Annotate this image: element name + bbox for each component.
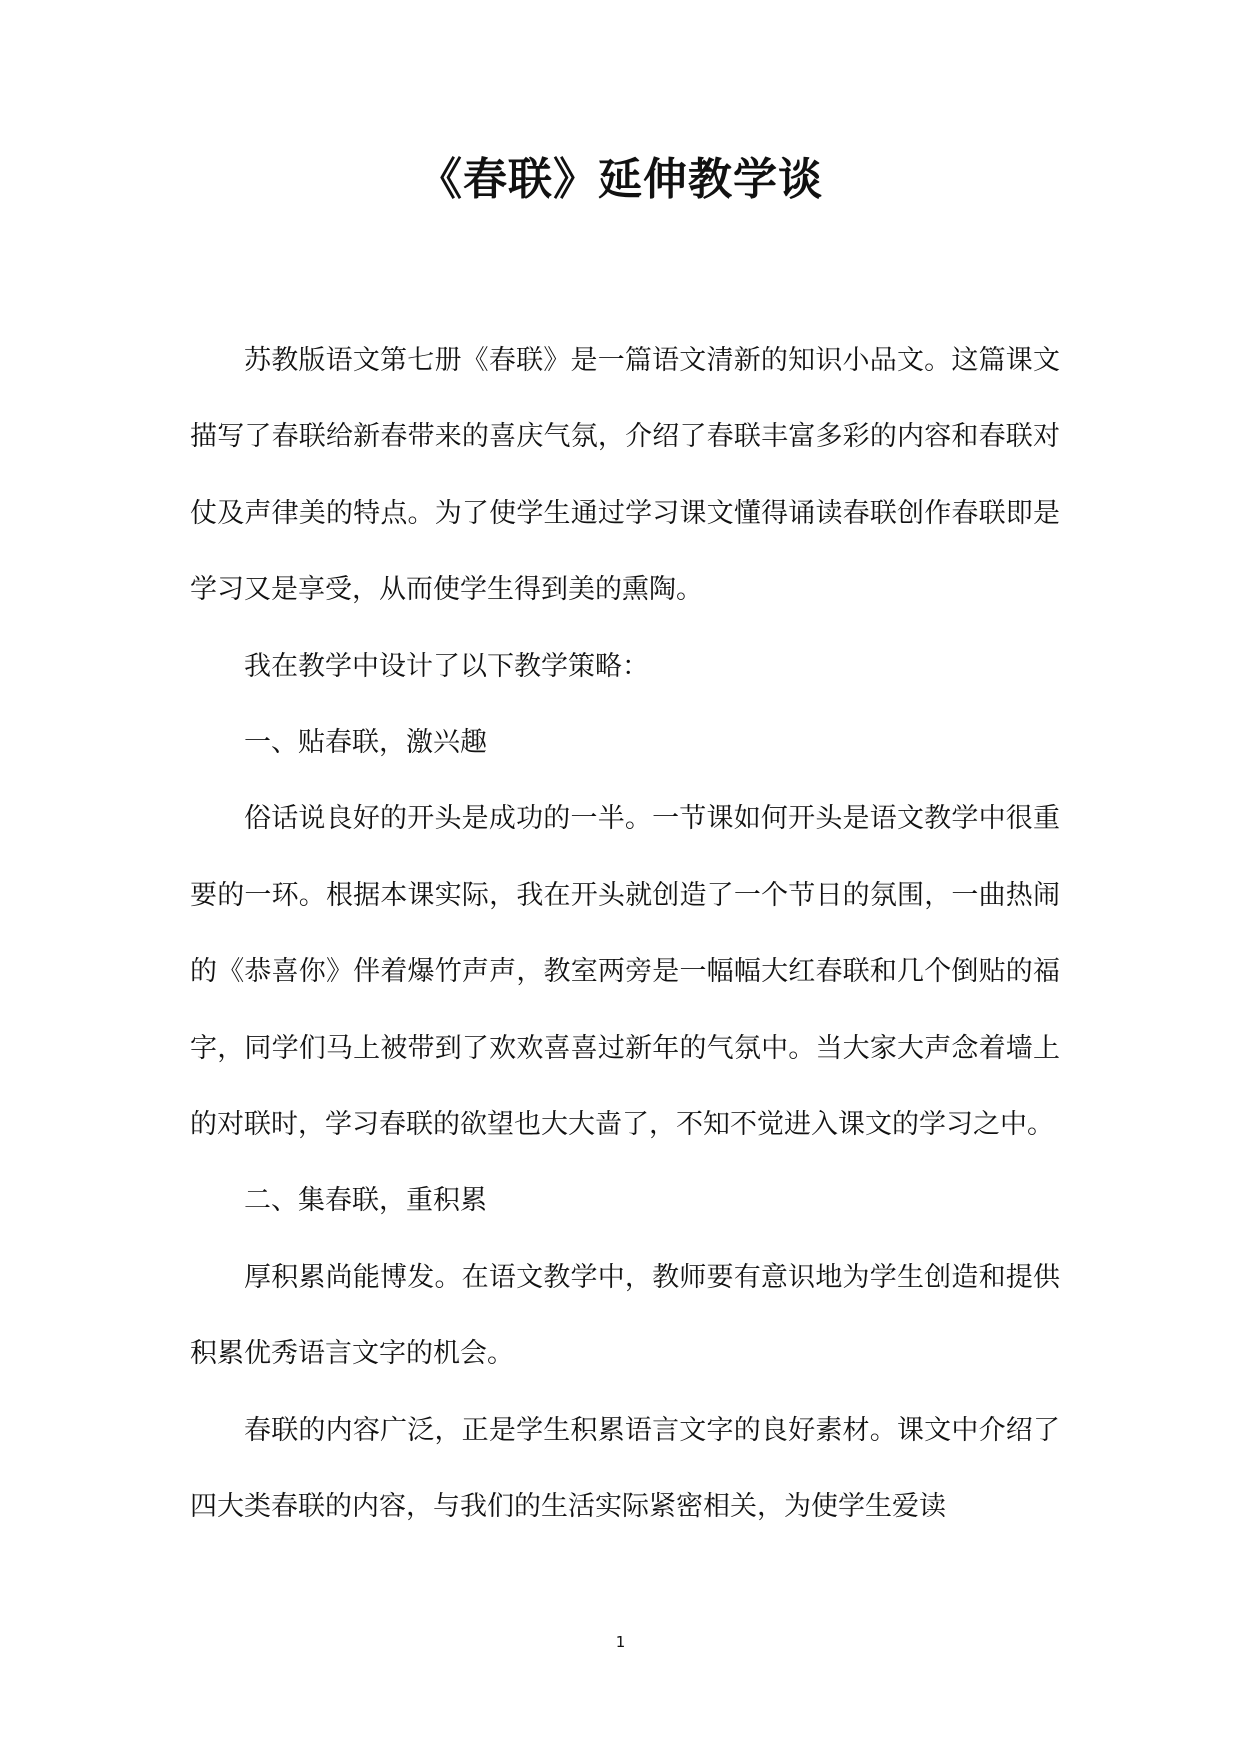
paragraph-section-1: 俗话说良好的开头是成功的一半。一节课如何开头是语文教学中很重要的一环。根据本课实际，我在开头就创造了一个节日的氛围，一曲热闹的《恭喜你》伴着爆竹声声，教室两旁是一幅幅大红春联和几个倒贴的福字，同学们马上被带到了欢欢喜喜过新年的气氛中。当大家大声念着墙上的对联时，学习春联的欲望也大大啬了，不知不觉进入课文的学习之中。 [190, 803, 1060, 1141]
page-number: 1 [615, 1633, 626, 1651]
document-body [190, 323, 1060, 1546]
document-title: 《春联》延伸教学谈 [418, 154, 823, 205]
section-heading-1: 一、贴春联，激兴趣 [244, 727, 487, 759]
paragraph-intro: 苏教版语文第七册《春联》是一篇语文清新的知识小品文。这篇课文描写了春联给新春带来的喜庆气氛，介绍了春联丰富多彩的内容和春联对仗及声律美的特点。为了使学生通过学习课文懂得诵读春联创作春联即是学习又是享受，从而使学生得到美的熏陶。 [190, 345, 1060, 606]
paragraph-section-2b: 春联的内容广泛，正是学生积累语言文字的良好素材。课文中介绍了四大类春联的内容，与我们的生活实际紧密相关，为使学生爱读 [190, 1414, 1060, 1523]
paragraph-strategy-lead: 我在教学中设计了以下教学策略： [244, 650, 649, 682]
paragraph-section-2a: 厚积累尚能博发。在语文教学中，教师要有意识地为学生创造和提供积累优秀语言文字的机会。 [190, 1261, 1060, 1370]
section-heading-2: 二、集春联，重积累 [244, 1185, 487, 1217]
